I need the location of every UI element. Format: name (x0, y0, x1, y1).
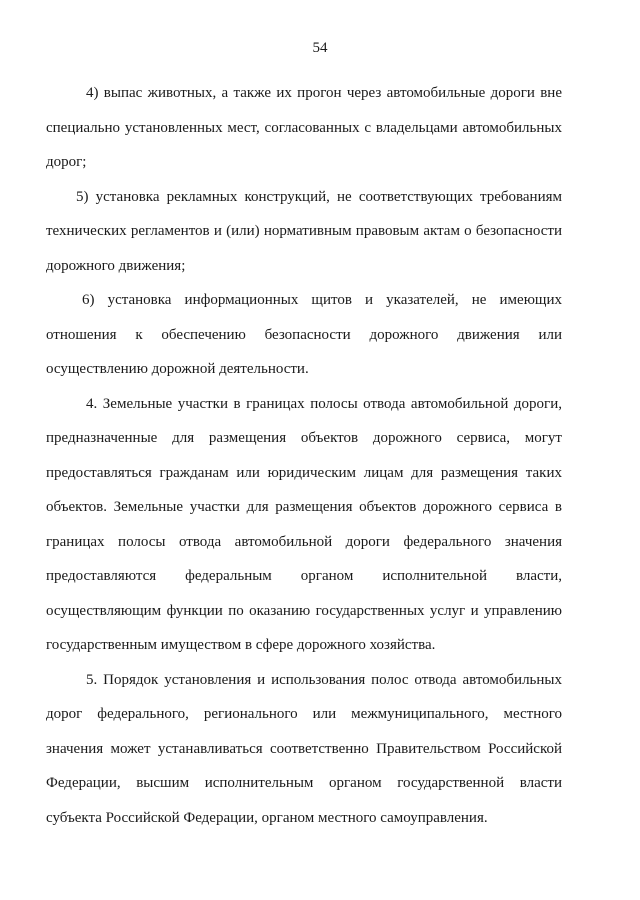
page-number: 54 (312, 40, 328, 56)
document-body (46, 76, 562, 835)
paragraph-item-6: 6) установка информационных щитов и указателей, не имеющих отношения к обеспечению безопасности дорожного движения или осуществлению дорожной деятельности. (46, 292, 562, 377)
paragraph-section-5: 5. Порядок установления и использования полос отвода автомобильных дорог федерального, регионального или межмуниципального, местного значения может устанавливаться соответственно Правительством Российской Федерации, высшим исполнительным органом государственной власти субъекта Российской Федерации, органом местного самоуправления. (46, 671, 562, 826)
paragraph-item-5: 5) установка рекламных конструкций, не соответствующих требованиям технических регламентов и (или) нормативным правовым актам о безопасности дорожного движения; (46, 188, 562, 274)
paragraph-section-4: 4. Земельные участки в границах полосы отвода автомобильной дороги, предназначенные для размещения объектов дорожного сервиса, могут предоставляться гражданам или юридическим лицам для размещения таких объектов. Земельные участки для размещения объектов дорожного сервиса в границах полосы отвода автомобильной дороги федерального значения предоставляются федеральным органом исполнительной власти, осуществляющим функции по оказанию государственных услуг и управлению государственным имуществом в сфере дорожного хозяйства. (46, 395, 562, 653)
paragraph-item-4: 4) выпас животных, а также их прогон через автомобильные дороги вне специально установленных мест, согласованных с владельцами автомобильных дорог; (46, 85, 562, 170)
